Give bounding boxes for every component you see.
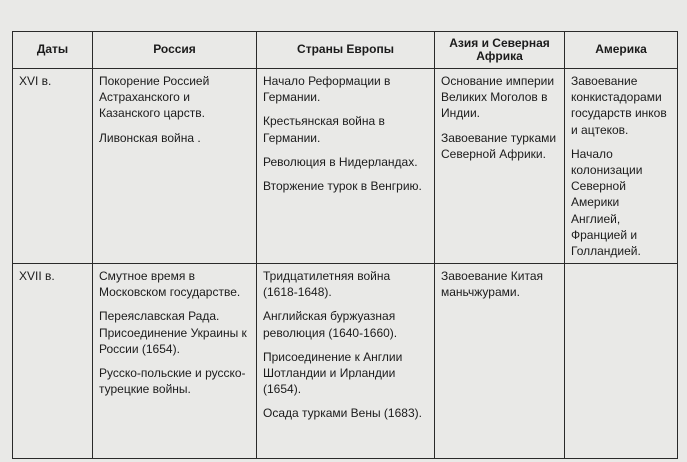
asia-cell xyxy=(435,69,565,264)
russia-cell xyxy=(93,264,257,459)
europe-cell xyxy=(257,264,435,459)
event-text: Осада турками Вены (1683). xyxy=(263,406,422,421)
event-text: Русско-польские и русско-турецкие войны. xyxy=(99,366,246,397)
russia-cell xyxy=(93,69,257,264)
date-cell xyxy=(13,264,93,459)
header-russia: Россия xyxy=(93,32,257,69)
event-text: Завоевание конкистадорами государств инков и ацтеков. xyxy=(571,74,667,137)
event-text: Крестьянская война в Германии. xyxy=(263,114,385,145)
table-row xyxy=(13,264,678,459)
event-text: Английская буржуазная революция (1640-1660). xyxy=(263,309,398,340)
history-table xyxy=(12,31,678,459)
event-text: Начало колонизации Северной Америки Англией, Францией и Голландией. xyxy=(571,146,643,258)
america-cell xyxy=(565,264,678,459)
date-cell xyxy=(13,69,93,264)
event-text: Начало Реформации в Германии. xyxy=(263,74,391,105)
europe-cell xyxy=(257,69,435,264)
header-row xyxy=(13,32,678,69)
event-text: Тридцатилетняя война (1618-1648). xyxy=(263,269,391,300)
asia-cell xyxy=(435,264,565,459)
table-row xyxy=(13,69,678,264)
event-text: Покорение Россией Астраханского и Казанского царств. xyxy=(99,74,210,121)
event-text: Завоевание Китая маньчжурами. xyxy=(441,269,543,300)
event-text: Завоевание турками Северной Африки. xyxy=(441,130,557,161)
event-text: Основание империи Великих Моголов в Индии. xyxy=(441,74,555,121)
event-text: Вторжение турок в Венгрию. xyxy=(263,178,422,193)
date-text: XVI в. xyxy=(19,74,52,88)
event-text: Ливонская война . xyxy=(99,130,201,145)
header-europe: Страны Европы xyxy=(257,32,435,69)
date-text: XVII в. xyxy=(19,269,55,284)
event-text: Смутное время в Московском государстве. xyxy=(99,269,241,300)
event-text: Революция в Нидерландах. xyxy=(263,154,418,169)
event-text: Присоединение к Англии Шотландии и Ирландии (1654). xyxy=(263,349,403,397)
header-america: Америка xyxy=(565,32,678,69)
header-dates: Даты xyxy=(13,32,93,69)
header-asia: Азия и Северная Африка xyxy=(435,32,565,69)
event-text: Переяславская Рада. Присоединение Украины к России (1654). xyxy=(99,309,247,356)
america-cell xyxy=(565,69,678,264)
